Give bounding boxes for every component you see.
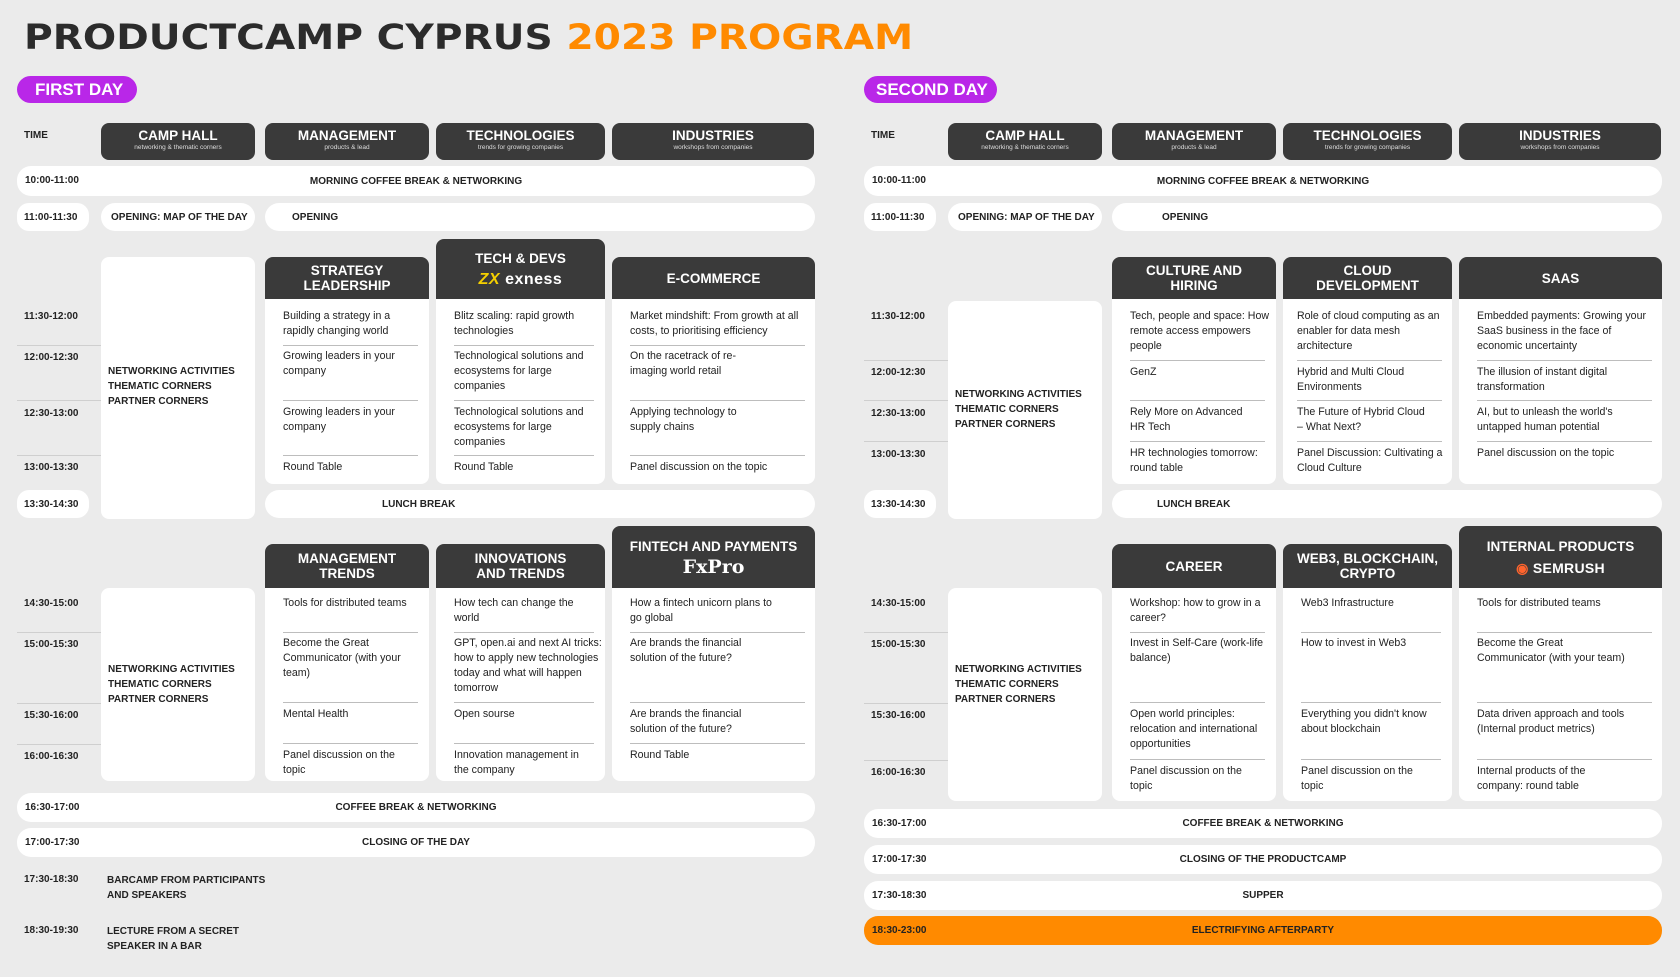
session-item: Round Table xyxy=(630,749,690,761)
session-title: CULTURE AND HIRING xyxy=(1146,263,1242,293)
time-pill: 13:30-14:30 xyxy=(17,490,89,518)
divider xyxy=(283,702,418,703)
time-label: 10:00-11:00 xyxy=(25,175,79,186)
divider xyxy=(454,455,594,456)
session-header xyxy=(1459,257,1662,299)
divider xyxy=(1297,441,1442,442)
networking-line: NETWORKING ACTIVITIES xyxy=(108,366,235,377)
col-management xyxy=(1112,123,1276,160)
closing-label: CLOSING OF THE DAY xyxy=(362,837,470,848)
divider xyxy=(864,703,948,704)
time-label: 14:30-15:00 xyxy=(24,598,79,609)
col-name: INDUSTRIES xyxy=(672,128,754,143)
second-day-pill: SECOND DAY xyxy=(864,76,997,103)
opening-bar: OPENING xyxy=(265,203,815,231)
coffee-break-row xyxy=(864,809,1662,838)
lunch-break-bar: LUNCH BREAK xyxy=(1112,490,1662,518)
divider xyxy=(454,743,594,744)
session-item: Tools for distributed teams xyxy=(283,597,407,609)
divider xyxy=(454,632,594,633)
col-name: CAMP HALL xyxy=(985,128,1065,143)
time-label: 14:30-15:00 xyxy=(871,598,926,609)
networking-line: PARTNER CORNERS xyxy=(955,419,1056,430)
session-header xyxy=(436,239,605,299)
session-header xyxy=(612,526,815,588)
session-item: Workshop: how to grow in a career? xyxy=(1130,597,1261,624)
session-title: WEB3, BLOCKCHAIN, CRYPTO xyxy=(1297,551,1438,581)
coffee-break-label: COFFEE BREAK & NETWORKING xyxy=(1182,818,1344,829)
time-label: 17:00-17:30 xyxy=(25,837,80,848)
divider xyxy=(1477,441,1652,442)
networking-line: NETWORKING ACTIVITIES xyxy=(108,664,235,675)
networking-text xyxy=(955,387,1082,432)
divider xyxy=(630,632,805,633)
session-item: Panel discussion on the topic xyxy=(1130,765,1242,792)
morning-coffee-row xyxy=(17,166,815,196)
time-label: 12:00-12:30 xyxy=(871,367,926,378)
divider xyxy=(864,760,948,761)
time-label: 12:30-13:00 xyxy=(871,408,926,419)
divider xyxy=(630,400,805,401)
session-title: INNOVATIONS AND TRENDS xyxy=(474,551,567,581)
time-label: 16:00-16:30 xyxy=(24,751,79,762)
networking-line: NETWORKING ACTIVITIES xyxy=(955,664,1082,675)
col-technologies xyxy=(436,123,605,160)
divider xyxy=(630,743,805,744)
col-sub: trends for growing companies xyxy=(1324,144,1411,151)
session-item: HR technologies tomorrow: round table xyxy=(1130,447,1258,474)
session-item: Web3 Infrastructure xyxy=(1301,597,1394,609)
session-title: TECH & DEVS xyxy=(475,251,566,266)
logo-text: exness xyxy=(505,271,563,288)
session-header xyxy=(265,544,429,588)
session-item: Are brands the financial solution of the future? xyxy=(630,708,742,735)
divider xyxy=(17,455,101,456)
supper-label: SUPPER xyxy=(1242,890,1284,901)
page-title xyxy=(24,18,913,58)
col-industries xyxy=(612,123,814,160)
opening-map-bar: OPENING: MAP OF THE DAY xyxy=(101,203,255,231)
col-camp-hall xyxy=(101,123,255,160)
session-item: Growing leaders in your company xyxy=(283,350,395,377)
lecture-text xyxy=(107,924,239,954)
session-item: Round Table xyxy=(283,461,343,473)
networking-line: PARTNER CORNERS xyxy=(955,694,1056,705)
semrush-logo xyxy=(1516,561,1605,576)
col-technologies xyxy=(1283,123,1452,160)
divider xyxy=(1130,759,1265,760)
morning-coffee-row xyxy=(864,166,1662,196)
opening-map-bar: OPENING: MAP OF THE DAY xyxy=(948,203,1102,231)
time-label: 15:30-16:00 xyxy=(24,710,79,721)
col-industries xyxy=(1459,123,1661,160)
divider xyxy=(1301,702,1441,703)
session-item: Innovation management in the company xyxy=(454,749,579,776)
divider xyxy=(864,632,948,633)
col-name: TECHNOLOGIES xyxy=(466,128,575,143)
divider xyxy=(1477,360,1652,361)
col-camp-hall xyxy=(948,123,1102,160)
divider xyxy=(283,455,418,456)
session-title: CLOUD DEVELOPMENT xyxy=(1316,263,1419,293)
session-header xyxy=(1112,544,1276,588)
networking-line: NETWORKING ACTIVITIES xyxy=(955,389,1082,400)
time-label: 16:00-16:30 xyxy=(871,767,926,778)
time-label: 15:00-15:30 xyxy=(24,639,79,650)
session-strategy-leadership xyxy=(265,257,429,484)
session-item: Become the Great Communicator (with your team) xyxy=(283,637,401,679)
session-title: FINTECH AND PAYMENTS xyxy=(629,539,798,554)
session-title: CAREER xyxy=(1165,558,1223,574)
col-name: MANAGEMENT xyxy=(1144,128,1244,143)
col-name: MANAGEMENT xyxy=(297,128,397,143)
time-label: 11:30-12:00 xyxy=(24,311,78,322)
session-header xyxy=(1283,544,1452,588)
divider xyxy=(17,632,101,633)
time-label: 16:30-17:00 xyxy=(872,818,927,829)
session-header xyxy=(265,257,429,299)
time-pill: 11:00-11:30 xyxy=(864,203,936,231)
session-item: Panel Discussion: Cultivating a Cloud Culture xyxy=(1297,447,1443,474)
divider xyxy=(864,360,948,361)
session-item: GPT, open.ai and next AI tricks: how to apply new technologies today and what will happen tomorrow xyxy=(454,637,602,694)
divider xyxy=(1130,441,1265,442)
first-day-pill: FIRST DAY xyxy=(17,76,137,103)
col-sub: products & lead xyxy=(324,144,370,151)
morning-coffee-label: MORNING COFFEE BREAK & NETWORKING xyxy=(309,175,523,187)
networking-card xyxy=(948,588,1102,801)
time-header: TIME xyxy=(24,130,48,141)
session-item: Invest in Self-Care (work-life balance) xyxy=(1130,637,1264,664)
divider xyxy=(454,400,594,401)
title-part1: PRODUCTCAMP CYPRUS xyxy=(24,18,567,58)
session-ecommerce xyxy=(612,257,815,484)
session-item: The illusion of instant digital transformation xyxy=(1477,366,1608,393)
session-item: Technological solutions and ecosystems for large companies xyxy=(454,406,584,448)
session-title: E-COMMERCE xyxy=(666,270,761,286)
session-header xyxy=(1459,526,1662,588)
divider xyxy=(864,441,948,442)
time-label: 18:30-23:00 xyxy=(872,925,927,936)
opening-bar: OPENING xyxy=(1112,203,1662,231)
closing-row xyxy=(17,828,815,857)
divider xyxy=(454,345,594,346)
session-item: Panel discussion on the topic xyxy=(283,749,395,776)
divider xyxy=(1477,632,1652,633)
divider xyxy=(1477,400,1652,401)
exness-mark-icon: ZX xyxy=(478,271,501,288)
session-item: Open sourse xyxy=(454,708,515,720)
col-name: TECHNOLOGIES xyxy=(1313,128,1422,143)
networking-card xyxy=(101,588,255,781)
session-item: Panel discussion on the topic xyxy=(630,461,768,473)
logo-text: SEMRUSH xyxy=(1532,559,1605,576)
time-label: 12:00-12:30 xyxy=(24,352,79,363)
time-header: TIME xyxy=(871,130,895,141)
time-pill: 13:30-14:30 xyxy=(864,490,936,518)
divider xyxy=(17,703,101,704)
session-item: How a fintech unicorn plans to go global xyxy=(630,597,772,624)
session-item: Role of cloud computing as an enabler for data mesh architecture xyxy=(1297,310,1440,352)
time-label: 11:30-12:00 xyxy=(871,311,925,322)
time-label: 17:30-18:30 xyxy=(872,890,927,901)
divider xyxy=(283,632,418,633)
session-title: INTERNAL PRODUCTS xyxy=(1486,538,1635,554)
networking-card xyxy=(101,257,255,519)
session-saas xyxy=(1459,257,1662,484)
session-item: Market mindshift: From growth at all costs, to prioritising efficiency xyxy=(630,310,799,337)
session-web3-blockchain-crypto xyxy=(1283,544,1452,801)
session-cloud-development xyxy=(1283,257,1452,484)
networking-text xyxy=(108,662,235,707)
divider xyxy=(1297,400,1442,401)
session-header xyxy=(1283,257,1452,299)
coffee-break-label: COFFEE BREAK & NETWORKING xyxy=(335,802,497,813)
title-year-program: 2023 PROGRAM xyxy=(566,18,914,58)
networking-line: THEMATIC CORNERS xyxy=(955,679,1059,690)
session-item: Growing leaders in your company xyxy=(283,406,395,433)
networking-line: THEMATIC CORNERS xyxy=(955,404,1059,415)
divider xyxy=(864,400,948,401)
session-title: SAAS xyxy=(1541,270,1580,286)
col-sub: workshops from companies xyxy=(1520,144,1600,151)
session-item: AI, but to unleash the world's untapped human potential xyxy=(1477,406,1613,433)
divider xyxy=(454,702,594,703)
session-item: Open world principles: relocation and international opportunities xyxy=(1130,708,1258,750)
session-item: Technological solutions and ecosystems for large companies xyxy=(454,350,584,392)
session-item: Mental Health xyxy=(283,708,349,720)
session-item: Building a strategy in a rapidly changing world xyxy=(283,310,391,337)
session-item: Rely More on Advanced HR Tech xyxy=(1130,406,1243,433)
session-item: Blitz scaling: rapid growth technologies xyxy=(454,310,575,337)
exness-logo xyxy=(479,272,563,287)
session-item: Are brands the financial solution of the future? xyxy=(630,637,742,664)
networking-card xyxy=(948,301,1102,519)
barcamp-text xyxy=(107,873,265,903)
session-item: On the racetrack of re-imaging world retail xyxy=(630,350,736,377)
afterparty-label: ELECTRIFYING AFTERPARTY xyxy=(1191,925,1335,936)
time-label: 13:00-13:30 xyxy=(871,449,926,460)
networking-line: PARTNER CORNERS xyxy=(108,396,209,407)
divider xyxy=(283,400,418,401)
session-item: Become the Great Communicator (with your team) xyxy=(1477,637,1625,664)
divider xyxy=(283,743,418,744)
session-title: STRATEGY LEADERSHIP xyxy=(303,263,391,293)
col-sub: workshops from companies xyxy=(673,144,753,151)
session-internal-products xyxy=(1459,526,1662,801)
session-culture-hiring xyxy=(1112,257,1276,484)
afterparty-row xyxy=(864,916,1662,945)
time-label: 16:30-17:00 xyxy=(25,802,80,813)
col-sub: trends for growing companies xyxy=(477,144,564,151)
session-item: Applying technology to supply chains xyxy=(630,406,737,433)
session-item: Internal products of the company: round table xyxy=(1477,765,1586,792)
lunch-break-bar: LUNCH BREAK xyxy=(265,490,815,518)
divider xyxy=(17,345,101,346)
session-tech-devs xyxy=(436,239,605,484)
session-item: Everything you didn't know about blockchain xyxy=(1301,708,1427,735)
lecture-line: LECTURE FROM A SECRET xyxy=(107,926,240,937)
divider xyxy=(283,345,418,346)
divider xyxy=(1297,360,1442,361)
session-header xyxy=(1112,257,1276,299)
session-item: Embedded payments: Growing your SaaS business in the face of economic uncertainty xyxy=(1477,310,1646,352)
divider xyxy=(1301,632,1441,633)
divider xyxy=(1130,360,1265,361)
time-label: 15:30-16:00 xyxy=(871,710,926,721)
coffee-break-row xyxy=(17,793,815,822)
session-title: MANAGEMENT TRENDS xyxy=(297,551,397,581)
session-management-trends xyxy=(265,544,429,781)
supper-row xyxy=(864,881,1662,910)
divider xyxy=(630,345,805,346)
divider xyxy=(17,400,101,401)
divider xyxy=(1477,702,1652,703)
session-item: Hybrid and Multi Cloud Environments xyxy=(1297,366,1405,393)
networking-line: THEMATIC CORNERS xyxy=(108,381,212,392)
session-item: How tech can change the world xyxy=(454,597,574,624)
time-pill: 11:00-11:30 xyxy=(17,203,89,231)
morning-coffee-label: MORNING COFFEE BREAK & NETWORKING xyxy=(1156,175,1370,187)
closing-row xyxy=(864,845,1662,874)
session-fintech-payments xyxy=(612,526,815,781)
col-name: CAMP HALL xyxy=(138,128,218,143)
session-item: Round Table xyxy=(454,461,514,473)
divider xyxy=(630,455,805,456)
time-label: 15:00-15:30 xyxy=(871,639,926,650)
divider xyxy=(1130,632,1265,633)
networking-line: THEMATIC CORNERS xyxy=(108,679,212,690)
divider xyxy=(1130,400,1265,401)
divider xyxy=(17,744,101,745)
time-label: 17:00-17:30 xyxy=(872,854,927,865)
closing-label: CLOSING OF THE PRODUCTCAMP xyxy=(1179,854,1347,865)
networking-text xyxy=(955,662,1082,707)
divider xyxy=(1477,759,1652,760)
session-innovations-trends xyxy=(436,544,605,781)
divider xyxy=(1301,759,1441,760)
time-label: 12:30-13:00 xyxy=(24,408,79,419)
session-item: Panel discussion on the topic xyxy=(1477,447,1615,459)
session-header xyxy=(436,544,605,588)
session-item: The Future of Hybrid Cloud – What Next? xyxy=(1297,406,1425,433)
col-sub: networking & thematic corners xyxy=(981,144,1069,151)
fxpro-logo: FxPro xyxy=(682,556,745,578)
session-career xyxy=(1112,544,1276,801)
networking-line: PARTNER CORNERS xyxy=(108,694,209,705)
col-management xyxy=(265,123,429,160)
session-header xyxy=(612,257,815,299)
col-name: INDUSTRIES xyxy=(1519,128,1601,143)
session-item: Panel discussion on the topic xyxy=(1301,765,1413,792)
time-label: 10:00-11:00 xyxy=(872,175,926,186)
time-label: 13:00-13:30 xyxy=(24,462,79,473)
lecture-line: SPEAKER IN A BAR xyxy=(107,941,202,952)
barcamp-line: BARCAMP FROM PARTICIPANTS xyxy=(107,875,266,886)
divider xyxy=(630,702,805,703)
col-sub: products & lead xyxy=(1171,144,1217,151)
session-item: GenZ xyxy=(1130,366,1157,378)
session-item: Data driven approach and tools (Internal product metrics) xyxy=(1477,708,1625,735)
networking-text xyxy=(108,364,235,409)
semrush-flame-icon: ◉ xyxy=(1516,559,1529,576)
time-label: 18:30-19:30 xyxy=(24,925,79,936)
barcamp-line: AND SPEAKERS xyxy=(107,890,187,901)
time-label: 17:30-18:30 xyxy=(24,874,79,885)
session-item: Tech, people and space: How remote access empowers people xyxy=(1130,310,1269,352)
session-item: Tools for distributed teams xyxy=(1477,597,1601,609)
col-sub: networking & thematic corners xyxy=(134,144,222,151)
session-item: How to invest in Web3 xyxy=(1301,637,1407,649)
divider xyxy=(1130,702,1265,703)
